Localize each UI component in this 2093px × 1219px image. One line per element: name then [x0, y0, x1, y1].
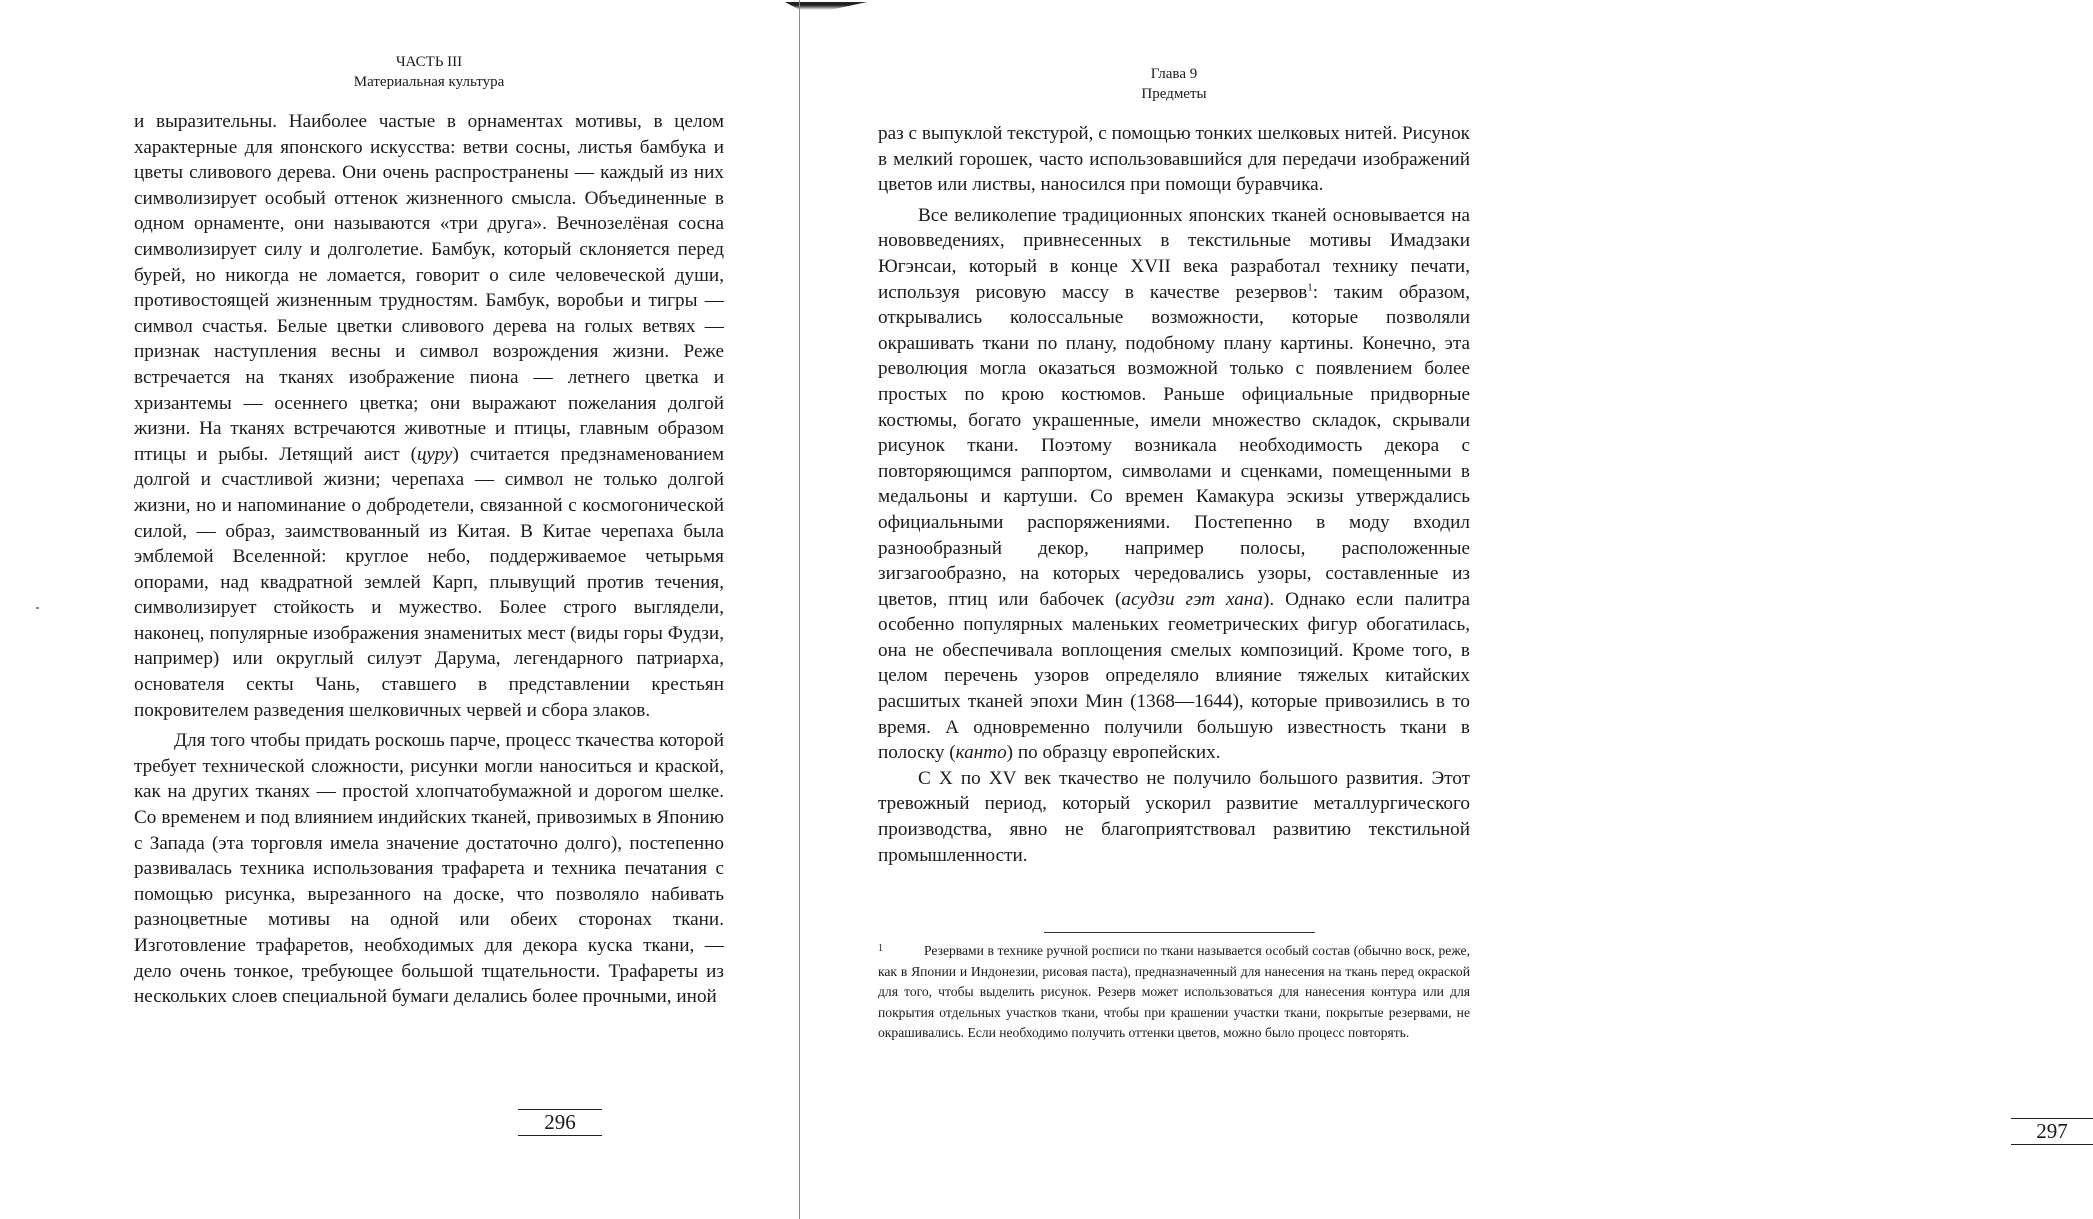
chapter-label: Глава 9	[1150, 66, 1198, 82]
left-running-head	[134, 52, 724, 92]
paragraph-text: Все великолепие традиционных японских тканей основывается на нововведениях, привнесенных в текстильные мотивы Имадзаки Югэнсаи, который в конце XVII века разработал технику печати, используя рисовую массу в качестве резервов	[878, 204, 1470, 303]
scan-speck	[36, 607, 39, 609]
paragraph-text: ) по образцу европейских.	[1006, 742, 1221, 764]
paragraph-text: ). Однако если палитра особенно популярных маленьких геометрических фигур обогатилась, она не обеспечивала воплощения смелых композиций. Кроме того, в целом перечень узоров определяло влияние тяжелых китайских расшитых тканей эпохи Мин (1368—1644), которые привозились в то время. А одновременно получили большую известность ткани в полоску (	[878, 588, 1470, 764]
paragraph	[134, 109, 724, 723]
page-number: 296	[544, 1110, 576, 1134]
gutter-line	[799, 0, 800, 1219]
gutter-shadow-mark	[785, 2, 867, 10]
paragraph: Для того чтобы придать роскошь парче, процесс ткачества которой требует технической сложности, рисунки могли наноситься и краской, как на других тканях — простой хлопчатобумажной и дорогом шелке. Со временем и под влиянием индийских тканей, привозимых в Японию с Запада (эта торговля имела значение достаточно долго), постепенно развивалась техника использования трафарета и техника печатания с помощью рисунка, вырезанного на доске, что позволяло набивать разноцветные мотивы на одной или обеих сторонах ткани. Изготовление трафаретов, необходимых для декора куска ткани, — дело очень тонкое, требующее большой тщательности. Трафареты из нескольких слоев специальной бумаги делались более прочными, иной	[134, 730, 724, 1008]
page-number-left	[518, 1109, 602, 1136]
paragraph-text: и выразительны. Наиболее частые в орнаментах мотивы, в целом характерные для японского искусства: ветви сосны, листья бамбука и цветы сливового дерева. Они очень распространены — каждый из них символизирует особый оттенок жизненного смысла. Объединенные в одном орнаменте, они называются «три друга». Вечнозелёная сосна символизирует силу и долголетие. Бамбук, который склоняется перед бурей, но никогда не ломается, говорит о силе человеческой души, противостоящей жизненным трудностям. Бамбук, воробьи и тигры — символ счастья. Белые цветки сливового дерева на голых ветвях — признак наступления весны и символ возрождения жизни. Реже встречается на тканях изображение пиона — летнего цветка и хризантемы — осеннего цветка; они выражают пожелания долгой жизни. На тканях встречаются животные и птицы, главным образом птицы и рыбы. Летящий аист (	[134, 111, 724, 465]
folio-rule-bottom	[2011, 1144, 2093, 1145]
footnote	[878, 941, 1470, 1044]
footnote-reference[interactable]: 1	[1307, 281, 1313, 294]
footnote-text: Резервами в технике ручной росписи по ткани называется особый состав (обычно воск, реже, как в Японии и Индонезии, рисовая паста), предназначенный для нанесения на ткань перед окраской для того, чтобы выделить рисунок. Резерв может использоваться для нанесения контура или для покрытия отдельных участков ткани, чтобы при крашении участки ткани, покрытые резервами, не окрашивались. Если необходимо получить оттенки цветов, можно было процесс повторять.	[878, 943, 1470, 1040]
paragraph: раз с выпуклой текстурой, с помощью тонких шелковых нитей. Рисунок в мелкий горошек, часто использовавшийся для передачи изображений цветов или листвы, наносился при помощи буравчика.	[878, 123, 1470, 196]
footnote-number: 1	[878, 943, 883, 954]
chapter-title: Предметы	[1141, 86, 1207, 102]
part-title: Материальная культура	[353, 74, 505, 90]
folio-rule-bottom	[518, 1135, 602, 1136]
page-number-right	[2011, 1118, 2093, 1145]
part-label: ЧАСТЬ III	[395, 54, 463, 70]
page-number: 297	[2036, 1119, 2068, 1143]
italic-term: канто	[955, 742, 1007, 764]
paragraph-text: : таким образом, открывались колоссальные возможности, которые позволяли окрашивать ткани по плану, подобному плану картины. Конечно, эта революция могла оказаться возможной только с появлением более простых по крою костюмов. Раньше официальные придворные костюмы, богато украшенные, имели множество складок, скрывали рисунок ткани. Поэтому возникала необходимость декора с повторяющимся раппортом, символами и сценками, помещенными в медальоны и картуши. Со времен Камакура эскизы утверждались официальными распоряжениями. Постепенно в моду входил разнообразный декор, например полосы, расположенные зигзагообразно, на которых чередовались узоры, составленные из цветов, птиц или бабочек (	[878, 281, 1470, 610]
paragraph: С X по XV век ткачество не получило большого развития. Этот тревожный период, который ускорил развитие металлургического производства, явно не благоприятствовал развитию текстильной промышленности.	[878, 767, 1470, 866]
footnote-divider	[1044, 932, 1315, 933]
paragraph-text: ) считается предзнаменованием долгой и счастливой жизни; черепаха — символ не только долгой жизни, но и напоминание о добродетели, связанной с космогонической силой, — образ, заимствованный из Китая. В Китае черепаха была эмблемой Вселенной: круглое небо, поддерживаемое четырьмя опорами, над квадратной землей Карп, плывущий против течения, символизирует стойкость и мужество. Более строго выглядели, наконец, популярные изображения знаменитых мест (виды горы Фудзи, например) или округлый силуэт Дарума, легендарного патриарха, основателя секты Чань, ставшего в представлении крестьян покровителем разведения шелковичных червей и сбора злаков.	[134, 443, 725, 721]
right-running-head	[878, 64, 1470, 104]
paragraph	[878, 203, 1470, 766]
italic-term: цуру	[416, 443, 453, 465]
right-body-text	[878, 121, 1470, 868]
italic-term: асудзи гэт хана	[1121, 588, 1264, 610]
left-body-text	[134, 109, 724, 1010]
